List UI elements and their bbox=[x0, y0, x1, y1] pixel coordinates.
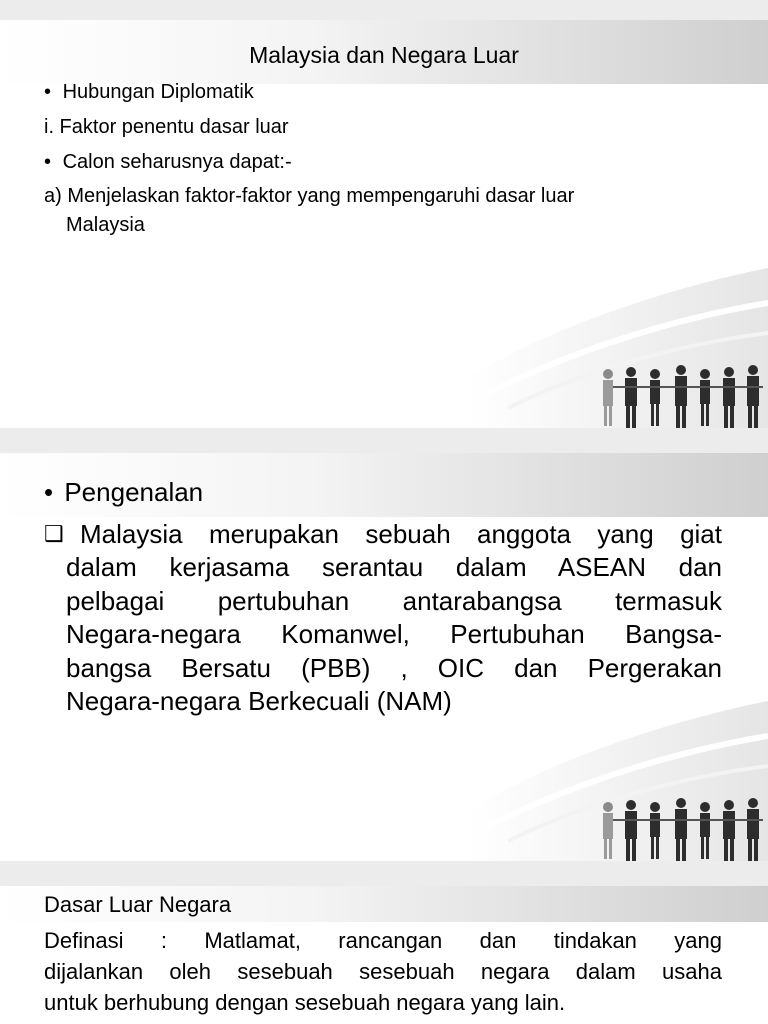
line-faktor: i. Faktor penentu dasar luar bbox=[44, 116, 289, 138]
bullet-hubungan: • Hubungan Diplomatik bbox=[44, 81, 254, 103]
para-line-4: Negara-negara Komanwel, Pertubuhan Bangsa- bbox=[66, 619, 722, 649]
definition-line-3: untuk berhubung dengan sesebuah negara yang lain. bbox=[44, 990, 566, 1015]
slide-2 bbox=[0, 453, 768, 861]
people-holding-hands-image bbox=[593, 791, 768, 861]
bullet-calon: • Calon seharusnya dapat:- bbox=[44, 151, 292, 173]
heading-dasar-luar: Dasar Luar Negara bbox=[44, 892, 232, 917]
line-malaysia: Malaysia bbox=[66, 214, 145, 236]
para-line-5: bangsa Bersatu (PBB) , OIC dan Pergerakan bbox=[66, 653, 722, 683]
line-menjelaskan: a) Menjelaskan faktor-faktor yang mempengaruhi dasar luar bbox=[44, 185, 575, 207]
slide-1 bbox=[0, 20, 768, 428]
para-line-6: Negara-negara Berkecuali (NAM) bbox=[66, 686, 452, 716]
bullet-icon: • bbox=[44, 151, 52, 173]
slide-3 bbox=[0, 886, 768, 1024]
people-holding-hands-image bbox=[593, 358, 768, 428]
para-line-1: Malaysia merupakan sebuah anggota yang giat bbox=[80, 519, 722, 549]
para-line-2: dalam kerjasama serantau dalam ASEAN dan bbox=[66, 552, 722, 582]
slide-title: Malaysia dan Negara Luar bbox=[249, 42, 519, 68]
definition-line-2: dijalankan oleh sesebuah sesebuah negara dalam usaha bbox=[44, 959, 722, 984]
bullet-icon: • bbox=[44, 477, 54, 507]
checkbox-icon: ❑ bbox=[44, 521, 64, 546]
para-line-3: pelbagai pertubuhan antarabangsa termasuk bbox=[66, 586, 722, 616]
definition-line-1: Definasi : Matlamat, rancangan dan tindakan yang bbox=[44, 928, 722, 953]
heading-pengenalan: • Pengenalan bbox=[44, 477, 204, 507]
bullet-icon: • bbox=[44, 81, 52, 103]
